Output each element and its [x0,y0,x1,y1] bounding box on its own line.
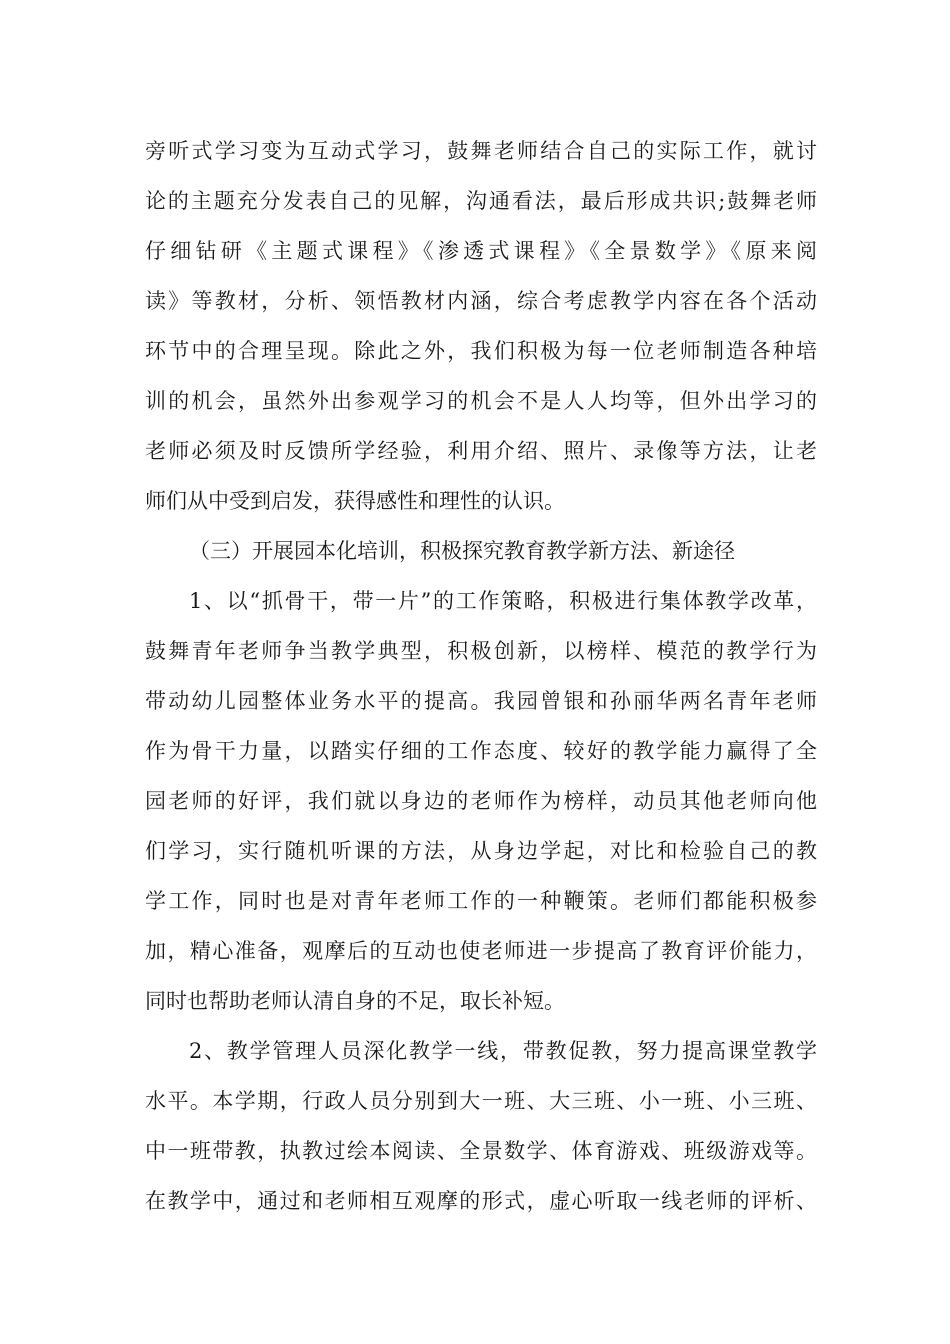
text-line: 在教学中，通过和老师相互观摩的形式，虚心听取一线老师的评析、 [145,1189,817,1213]
text-line: 1、以“抓骨干，带一片”的工作策略，积极进行集体教学改革， [189,589,817,613]
text-line: 们学习，实行随机听课的方法，从身边学起，对比和检验自己的教 [145,839,817,863]
text-line: 训的机会，虽然外出参观学习的机会不是人人均等，但外出学习的 [145,389,817,413]
text-line: 中一班带教，执教过绘本阅读、全景数学、体育游戏、班级游戏等。 [145,1139,817,1163]
text-line: 水平。本学期，行政人员分别到大一班、大三班、小一班、小三班、 [145,1089,817,1113]
text-line: 园老师的好评，我们就以身边的老师作为榜样，动员其他老师向他 [145,789,817,813]
text-line: 环节中的合理呈现。除此之外，我们积极为每一位老师制造各种培 [145,339,817,363]
text-line: 作为骨干力量，以踏实仔细的工作态度、较好的教学能力赢得了全 [145,739,817,763]
text-line: 论的主题充分发表自己的见解，沟通看法，最后形成共识;鼓舞老师 [145,189,817,213]
text-line: 鼓舞青年老师争当教学典型，积极创新，以榜样、模范的教学行为 [145,639,817,663]
text-line: 学工作，同时也是对青年老师工作的一种鞭策。老师们都能积极参 [145,889,817,913]
heading-line: （三）开展园本化培训，积极探究教育教学新方法、新途径 [189,539,735,563]
text-line: 仔细钻研《主题式课程》《渗透式课程》《全景数学》《原来阅 [145,239,817,263]
text-line: 老师必须及时反馈所学经验，利用介绍、照片、录像等方法，让老 [145,439,817,463]
text-line: 读》等教材，分析、领悟教材内涵，综合考虑教学内容在各个活动 [145,289,817,313]
text-line: 加，精心准备，观摩后的互动也使老师进一步提高了教育评价能力， [145,939,817,963]
text-line: 旁听式学习变为互动式学习，鼓舞老师结合自己的实际工作，就讨 [145,139,817,163]
text-line: 2、教学管理人员深化教学一线，带教促教，努力提高课堂教学 [189,1039,817,1063]
text-line: 师们从中受到启发，获得感性和理性的认识。 [145,489,565,513]
text-line: 同时也帮助老师认清自身的不足，取长补短。 [145,989,565,1013]
text-line: 带动幼儿园整体业务水平的提高。我园曾银和孙丽华两名青年老师 [145,689,817,713]
